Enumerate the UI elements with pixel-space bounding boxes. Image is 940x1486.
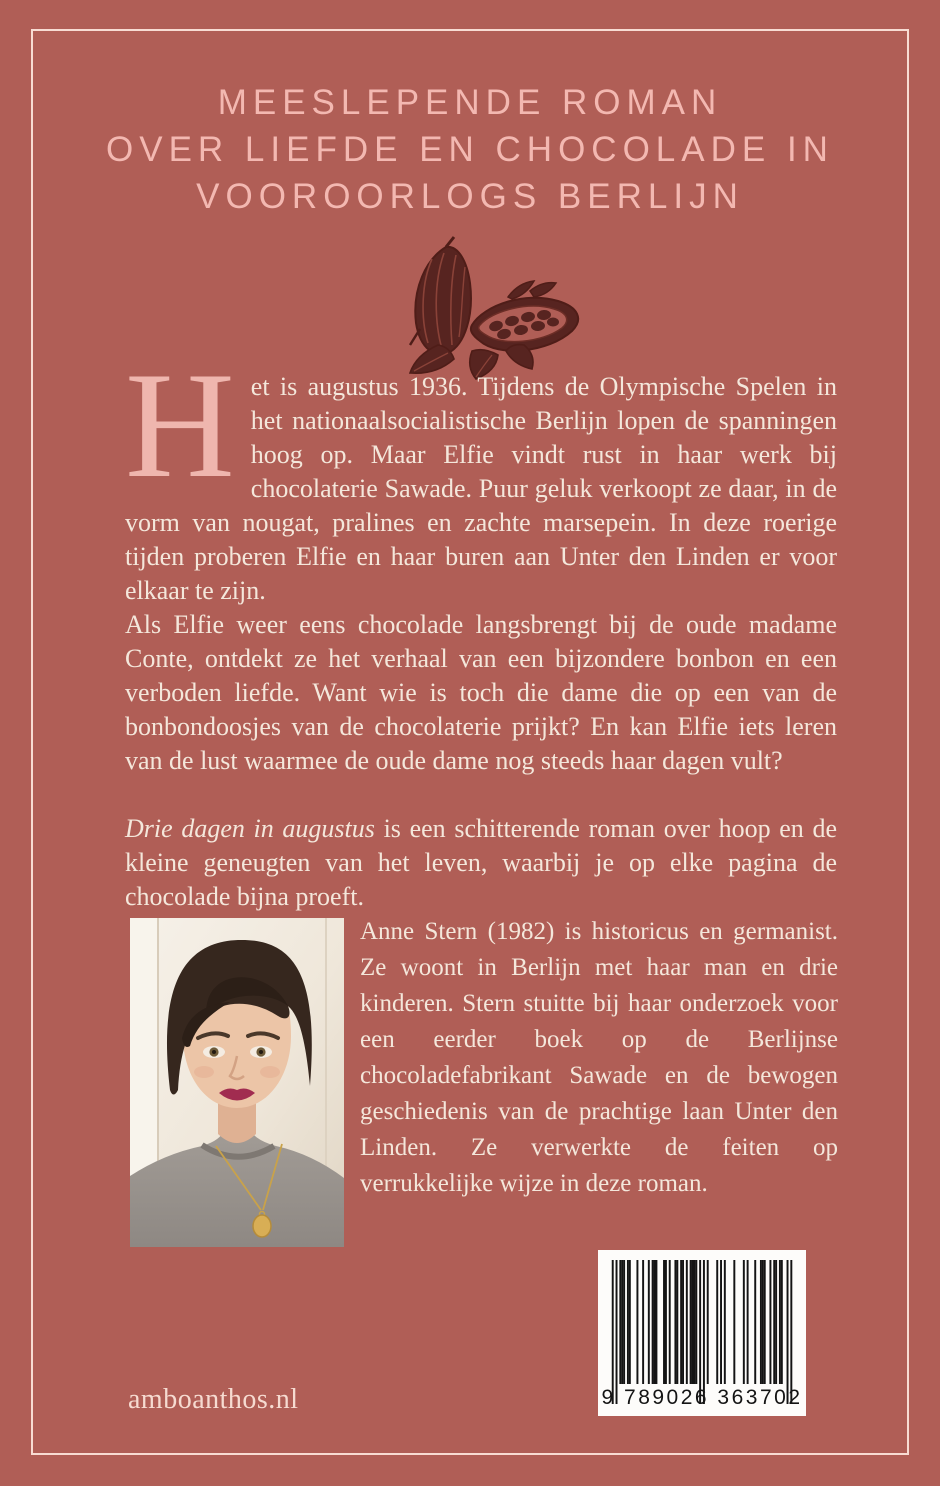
tagline-line-2: OVER LIEFDE EN CHOCOLADE IN — [106, 130, 834, 169]
paragraph-2-text: Als Elfie weer eens chocolade langsbrengt bij de oude madame Conte, ontdekt ze het verhaal van een bijzondere bonbon en een verboden liefde. Want wie is toch die dame die op een van de bonbondoosjes van de chocolaterie prijkt? En kan Elfie iets leren van de lust waarmee de oude dame nog steeds haar dagen vult? — [125, 610, 837, 775]
synopsis-paragraph-2 — [125, 608, 837, 778]
barcode-digits: 9 789026 363702 — [601, 1386, 803, 1409]
cocoa-pods-icon — [380, 233, 590, 381]
author-bio: Anne Stern (1982) is historicus en germanist. Ze woont in Berlijn met haar man en drie kinderen. Stern stuitte bij haar onderzoek voor een eerder boek op de Berlijnse chocoladefabrikant Sawade en de bewogen geschiedenis van de prachtige laan Unter den Linden. Ze verwerkte de feiten op verrukkelijke wijze in deze roman. — [360, 918, 838, 1197]
synopsis-paragraph-3 — [125, 812, 837, 914]
tagline-line-3: VOOROORLOGS BERLIJN — [196, 177, 744, 216]
publisher-url: amboanthos.nl — [128, 1384, 299, 1415]
cover-tagline — [0, 79, 940, 220]
paragraph-1-text: et is augustus 1936. Tijdens de Olympische Spelen in het nationaalsocialistische Berlijn lopen de spanningen hoog op. Maar Elfie vindt rust in haar werk bij chocolaterie Sawade. Puur geluk verkoopt ze daar, in de vorm van nougat, pralines en zachte marsepein. In deze roerige tijden proberen Elfie en haar buren aan Unter den Linden er voor elkaar te zijn. — [125, 372, 837, 605]
paragraph-3-text: is een schitterende roman over hoop en de kleine geneugten van het leven, waarbij je op elke pagina de chocolade bijna proeft. — [125, 814, 837, 911]
tagline-line-1: MEESLEPENDE ROMAN — [217, 83, 723, 122]
barcode — [598, 1250, 806, 1416]
synopsis-paragraph-1 — [125, 341, 837, 608]
synopsis-text — [125, 341, 837, 914]
author-photo — [130, 918, 344, 1247]
drop-cap: H — [125, 341, 235, 509]
book-title-italic: Drie dagen in augustus — [125, 814, 375, 843]
